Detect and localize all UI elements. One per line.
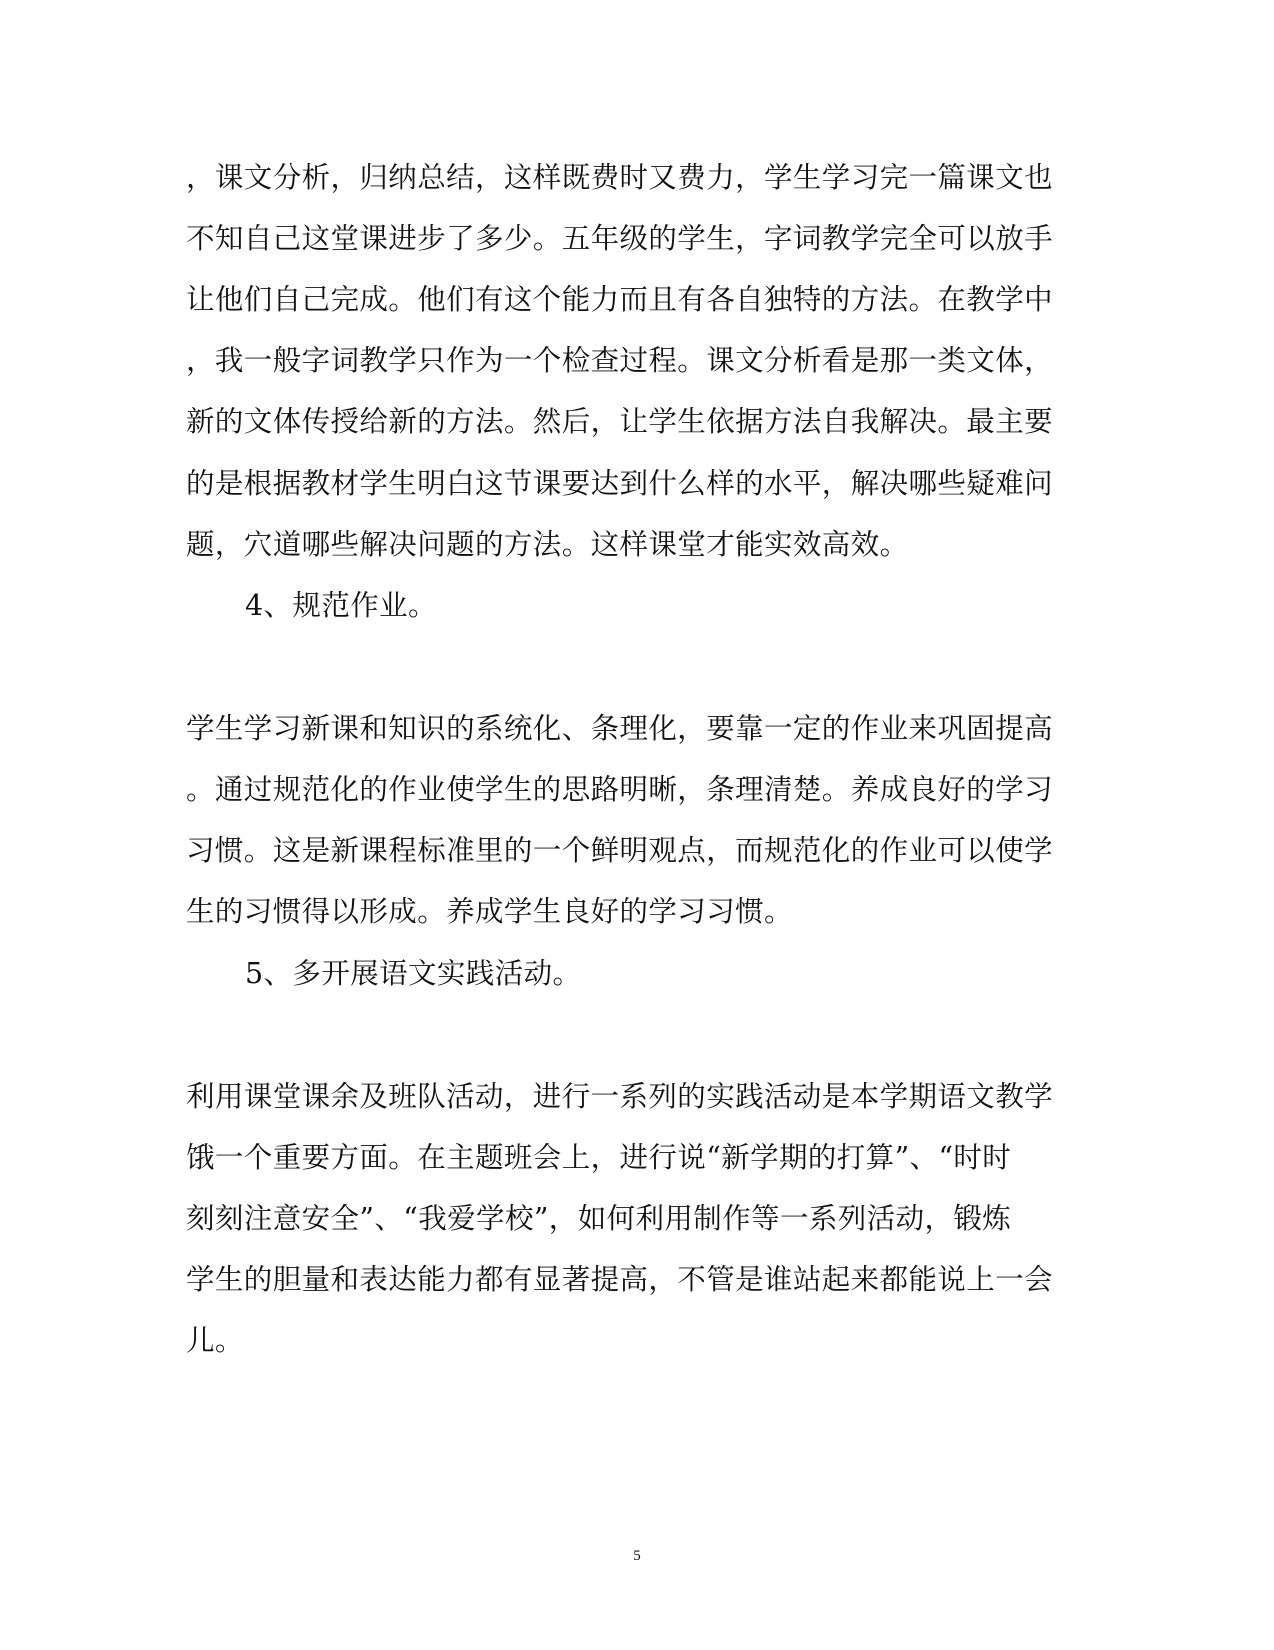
paragraph-line: 刻刻注意安全”、“我爱学校”，如何利用制作等一系列活动，锻炼 xyxy=(186,1202,1012,1235)
section-heading-5: 5、多开展语文实践活动。 xyxy=(245,957,582,990)
paragraph-line: 生的习惯得以形成。养成学生良好的学习习惯。 xyxy=(186,895,793,928)
page-number: 5 xyxy=(633,1548,641,1564)
paragraph-line: 不知自己这堂课进步了多少。五年级的学生，字词教学完全可以放手 xyxy=(186,222,1054,255)
paragraph-line: 的是根据教材学生明白这节课要达到什么样的水平，解决哪些疑难问 xyxy=(186,467,1054,500)
paragraph-line: 儿。 xyxy=(186,1324,244,1357)
paragraph-line: 习惯。这是新课程标准里的一个鲜明观点，而规范化的作业可以使学 xyxy=(186,834,1054,867)
paragraph-line: 饿一个重要方面。在主题班会上，进行说“新学期的打算”、“时时 xyxy=(186,1141,1012,1174)
paragraph-line: 让他们自己完成。他们有这个能力而且有各自独特的方法。在教学中 xyxy=(186,283,1054,316)
paragraph-line: 新的文体传授给新的方法。然后，让学生依据方法自我解决。最主要 xyxy=(186,405,1054,438)
paragraph-line: 利用课堂课余及班队活动，进行一系列的实践活动是本学期语文教学 xyxy=(186,1080,1054,1113)
paragraph-line: 。通过规范化的作业使学生的思路明晰，条理清楚。养成良好的学习 xyxy=(186,773,1054,806)
paragraph-line: ，我一般字词教学只作为一个检查过程。课文分析看是那一类文体， xyxy=(186,344,1054,377)
paragraph-line: ，课文分析，归纳总结，这样既费时又费力，学生学习完一篇课文也 xyxy=(186,161,1054,194)
section-heading-4: 4、规范作业。 xyxy=(245,589,437,622)
paragraph-line: 学生的胆量和表达能力都有显著提高，不管是谁站起来都能说上一会 xyxy=(186,1263,1054,1296)
paragraph-line: 学生学习新课和知识的系统化、条理化，要靠一定的作业来巩固提高 xyxy=(186,712,1054,745)
paragraph-line: 题，穴道哪些解决问题的方法。这样课堂才能实效高效。 xyxy=(186,528,909,561)
